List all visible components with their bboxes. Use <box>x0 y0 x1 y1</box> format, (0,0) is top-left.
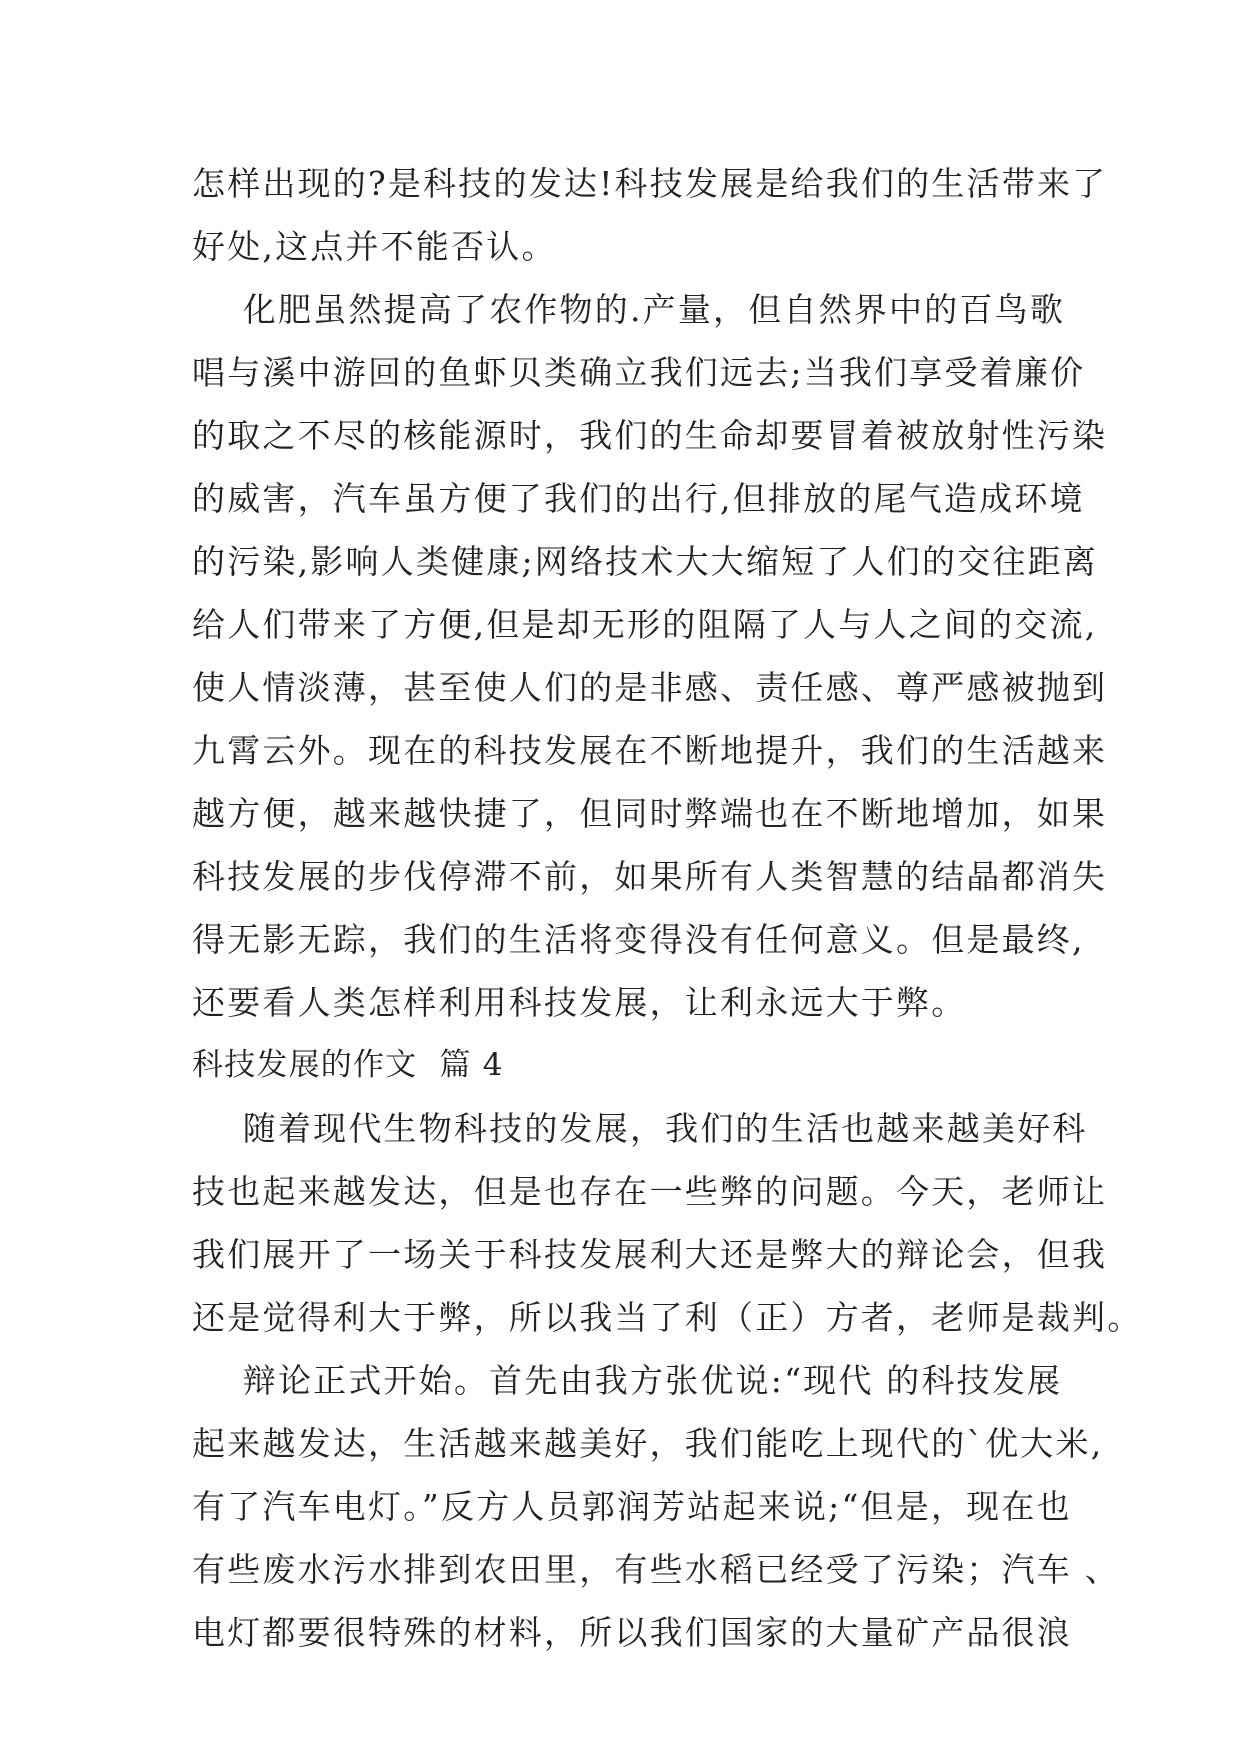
text-line: 的污染,影响人类健康;网络技术大大缩短了人们的交往距离 <box>192 542 1099 581</box>
paragraph-2 <box>192 278 1108 1034</box>
text-line: 还是觉得利大于弊，所以我当了利（正）方者，老师是裁判。 <box>192 1298 1143 1337</box>
text-line: 的威害，汽车虽方便了我们的出行,但排放的尾气造成环境 <box>192 479 1085 518</box>
text-line: 起来越发达，生活越来越美好，我们能吃上现代的`优大米, <box>192 1424 1104 1463</box>
paragraph-3 <box>192 1097 1143 1349</box>
section-heading: 科技发展的作文 篇 4 <box>192 1047 504 1083</box>
text-line: 技也起来越发达，但是也存在一些弊的问题。今天，老师让 <box>192 1172 1108 1211</box>
text-line: 化肥虽然提高了农作物的.产量，但自然界中的百鸟歌 <box>192 290 1066 329</box>
text-line: 有了汽车电灯。”反方人员郭润芳站起来说;“但是，现在也 <box>192 1487 1072 1526</box>
text-line: 好处,这点并不能否认。 <box>192 227 557 266</box>
text-line: 随着现代生物科技的发展，我们的生活也越来越美好科 <box>192 1109 1088 1148</box>
text-line: 有些废水污水排到农田里，有些水稻已经受了污染；汽车 、 <box>192 1550 1120 1589</box>
text-line: 九霄云外。现在的科技发展在不断地提升，我们的生活越来 <box>192 731 1108 770</box>
text-line: 我们展开了一场关于科技发展利大还是弊大的辩论会，但我 <box>192 1235 1108 1274</box>
text-line: 得无影无踪，我们的生活将变得没有任何意义。但是最终, <box>192 920 1085 959</box>
text-line: 越方便，越来越快捷了，但同时弊端也在不断地增加，如果 <box>192 794 1108 833</box>
document-body <box>192 152 1143 1664</box>
text-line: 辩论正式开始。首先由我方张优说:“现代 的科技发展 <box>192 1361 1063 1400</box>
text-line: 电灯都要很特殊的材料，所以我们国家的大量矿产品很浪 <box>192 1613 1072 1652</box>
paragraph-1 <box>192 152 1108 278</box>
paragraph-4 <box>192 1349 1120 1664</box>
text-line: 的取之不尽的核能源时，我们的生命却要冒着被放射性污染 <box>192 416 1108 455</box>
text-line: 给人们带来了方便,但是却无形的阻隔了人与人之间的交流, <box>192 605 1098 644</box>
text-line: 唱与溪中游回的鱼虾贝类确立我们远去;当我们享受着廉价 <box>192 353 1086 392</box>
text-line: 科技发展的步伐停滞不前，如果所有人类智慧的结晶都消失 <box>192 857 1108 896</box>
text-line: 还要看人类怎样利用科技发展，让利永远大于弊。 <box>192 983 967 1022</box>
text-line: 怎样出现的?是科技的发达!科技发展是给我们的生活带来了 <box>192 164 1108 203</box>
text-line: 使人情淡薄，甚至使人们的是非感、责任感、尊严感被抛到 <box>192 668 1108 707</box>
